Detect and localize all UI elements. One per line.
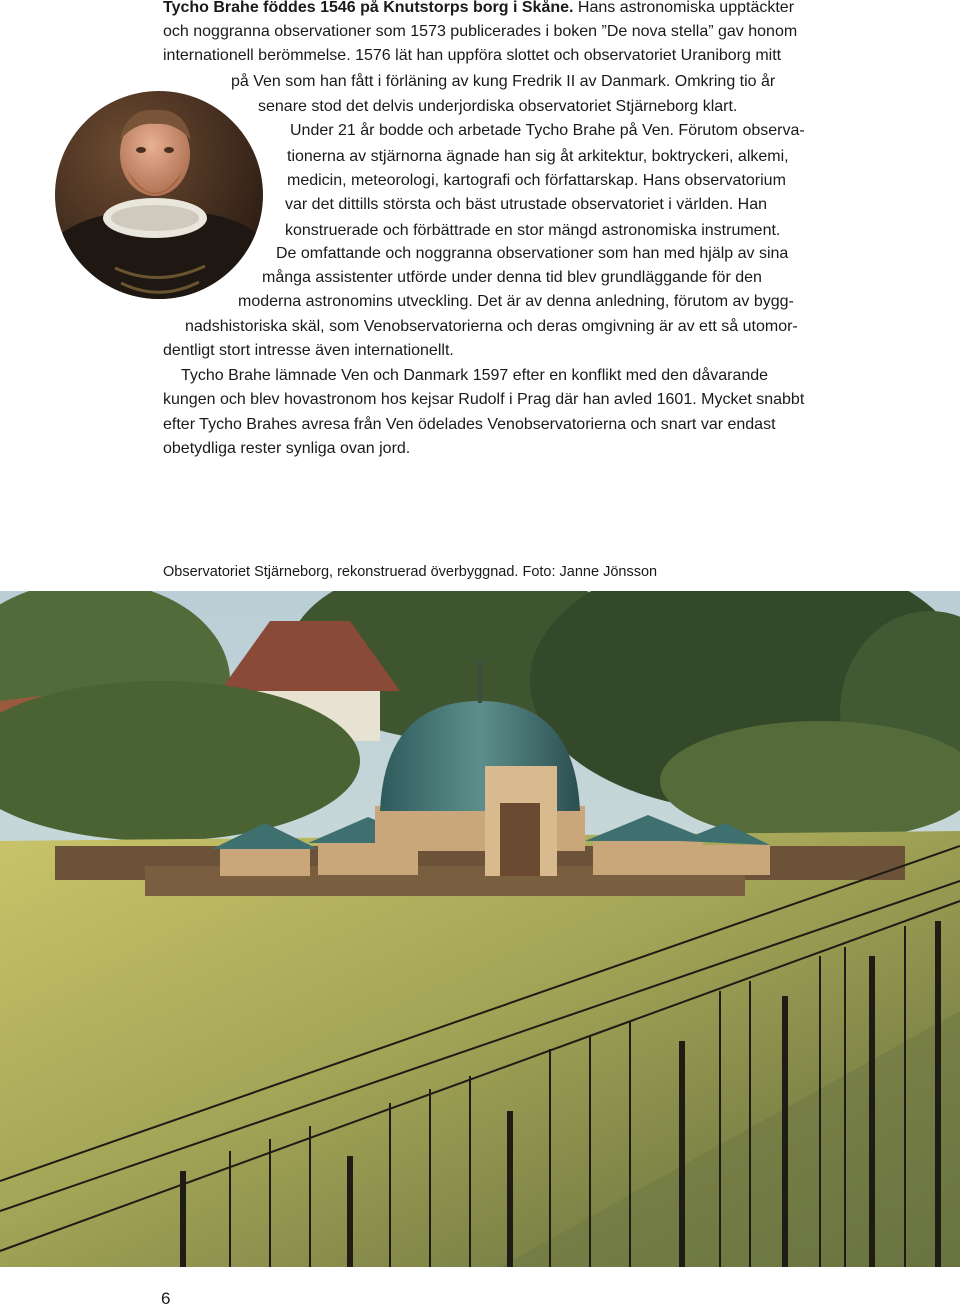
tycho-brahe-portrait [55,88,263,302]
stjarneborg-photo [0,591,960,1267]
text-line: efter Tycho Brahes avresa från Ven ödelades Venobservatorierna och snart var endast [163,416,776,433]
article-line: Hans astronomiska upptäckter [573,0,795,16]
text-line [163,0,794,20]
text-line: internationell berömmelse. 1576 lät han uppföra slottet och observatoriet Uraniborg mitt [163,47,782,64]
text-line: Under 21 år bodde och arbetade Tycho Brahe på Ven. Förutom observa- [290,122,805,139]
text-line: De omfattande och noggranna observationer som han med hjälp av sina [276,245,789,262]
text-line: medicin, meteorologi, kartografi och författarskap. Hans observatorium [287,172,786,189]
text-line: tionerna av stjärnorna ägnade han sig åt arkitektur, boktryckeri, alkemi, [287,148,789,165]
page-number: 6 [161,1289,171,1308]
text-line: konstruerade och förbättrade en stor mängd astronomiska instrument. [285,222,781,239]
text-line: på Ven som han fått i förläning av kung Fredrik II av Danmark. Omkring tio år [231,73,776,90]
text-line: nadshistoriska skäl, som Venobservatorierna och deras omgivning är av ett så utomor- [185,318,798,335]
text-line: senare stod det delvis underjordiska observatoriet Stjärneborg klart. [258,98,738,115]
text-line: kungen och blev hovastronom hos kejsar Rudolf i Prag där han avled 1601. Mycket snabbt [163,391,805,408]
article-lead: Tycho Brahe föddes 1546 på Knutstorps borg i Skåne. [163,0,574,16]
text-line: moderna astronomins utveckling. Det är av denna anledning, förutom av bygg- [238,293,794,310]
text-line: obetydliga rester synliga ovan jord. [163,440,411,457]
text-line: och noggranna observationer som 1573 publicerades i boken ”De nova stella” gav honom [163,23,798,40]
text-line: dentligt stort intresse även internationellt. [163,342,454,359]
text-line: många assistenter utförde under denna tid blev grundläggande för den [262,269,762,286]
text-line: Tycho Brahe lämnade Ven och Danmark 1597 efter en konflikt med den dåvarande [181,367,769,384]
photo-caption: Observatoriet Stjärneborg, rekonstruerad överbyggnad. Foto: Janne Jönsson [163,564,658,580]
text-line: var det dittills största och bäst utrustade observatoriet i världen. Han [285,196,768,213]
